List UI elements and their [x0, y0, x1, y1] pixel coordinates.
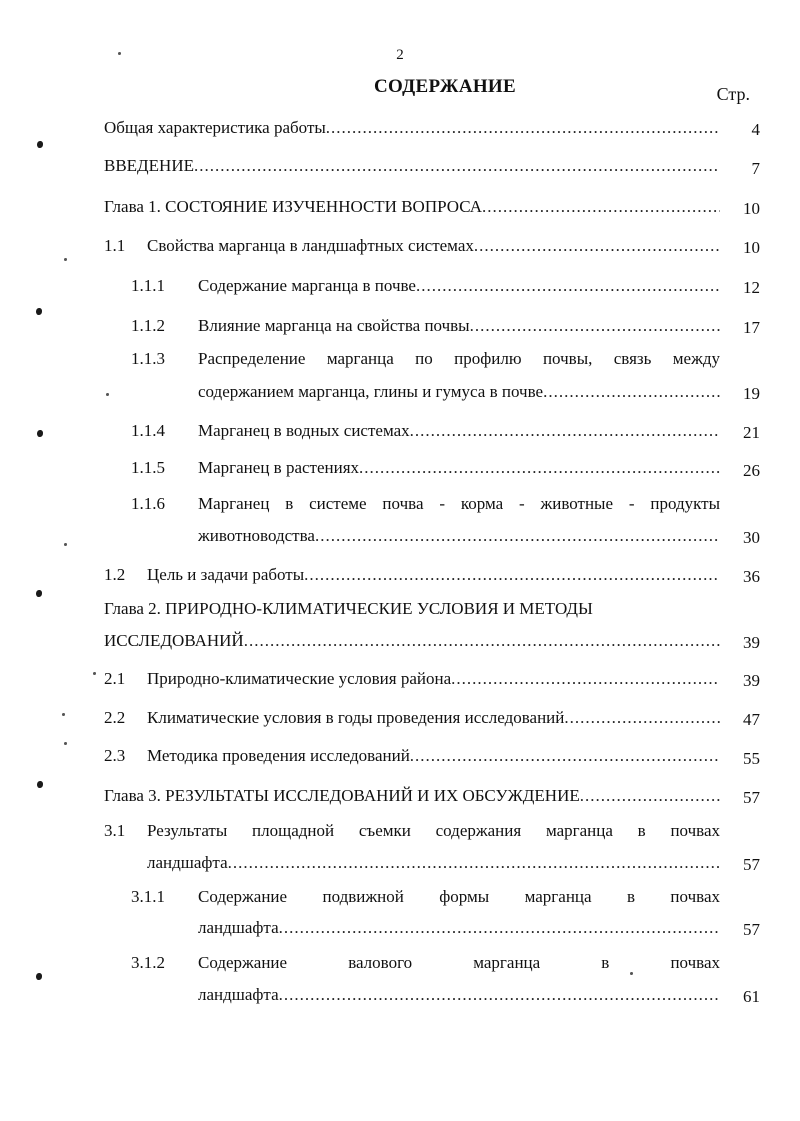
toc-entry-page: 36 [743, 567, 760, 586]
page-title: СОДЕРЖАНИЕ [374, 76, 516, 97]
toc-entry-1-1-1 [131, 273, 720, 299]
toc-entry-text: Цель и задачи работы [147, 565, 305, 584]
section-number: 3.1 [104, 821, 126, 840]
toc-entry-1-1 [104, 233, 720, 259]
toc-entry-text: Природно-климатические условия района [147, 669, 452, 688]
toc-entry-1-1-3-continuation [198, 379, 720, 405]
scan-speck [64, 742, 67, 745]
section-number: 3.1.2 [131, 953, 165, 972]
section-number: 1.2 [104, 565, 126, 584]
toc-entry-text-line2: содержанием марганца, глины и гумуса в почве [198, 382, 544, 401]
toc-entry-introduction [104, 153, 720, 179]
toc-entry-page: 12 [743, 278, 760, 297]
toc-entry-3-1-continuation [147, 850, 720, 876]
toc-entry-text-line2: животноводства [198, 526, 315, 545]
section-number: 3.1.1 [131, 887, 165, 906]
toc-entry-text-line1: Содержание валового марганца в почвах [198, 953, 720, 972]
toc-entry-chapter-2 [104, 596, 720, 622]
toc-entry-page: 57 [743, 855, 760, 874]
toc-entry-1-1-4 [131, 418, 720, 444]
page-column-label: Стр. [716, 84, 750, 104]
toc-entry-page: 39 [743, 671, 760, 690]
scan-speck [64, 258, 67, 261]
toc-entry-2-2 [104, 705, 720, 731]
toc-entry-chapter-3 [104, 783, 720, 809]
toc-entry-text: Глава 1. СОСТОЯНИЕ ИЗУЧЕННОСТИ ВОПРОСА [104, 197, 483, 216]
toc-entry-page: 7 [751, 159, 760, 178]
toc-entry-text: Климатические условия в годы проведения исследований [147, 708, 565, 727]
toc-entry-page: 39 [743, 633, 760, 652]
toc-entry-page: 17 [743, 318, 760, 337]
toc-entry-3-1-1 [131, 884, 720, 910]
toc-entry-page: 4 [751, 120, 760, 139]
scan-speck [62, 713, 65, 716]
toc-entry-3-1 [104, 818, 720, 844]
toc-entry-chapter-2-continuation [104, 628, 720, 654]
toc-entry-text: Марганец в водных системах [198, 421, 410, 440]
toc-entry-page: 21 [743, 423, 760, 442]
toc-entry-1-2 [104, 562, 720, 588]
section-number: 1.1.5 [131, 458, 165, 477]
toc-entry-1-1-6-continuation [198, 523, 720, 549]
section-number: 1.1.6 [131, 494, 165, 513]
toc-entry-page: 55 [743, 749, 760, 768]
toc-entry-3-1-2-continuation [198, 982, 720, 1008]
toc-entry-1-1-6 [131, 491, 720, 517]
toc-entry-text-line2: ландшафта [198, 985, 279, 1004]
toc-entry-text-line1: Содержание подвижной формы марганца в почвах [198, 887, 720, 906]
toc-entry-1-1-2 [131, 313, 720, 339]
toc-entry-page: 30 [743, 528, 760, 547]
scan-speck [118, 52, 121, 55]
scan-speck [36, 590, 42, 597]
scan-speck [37, 430, 43, 437]
scan-speck [36, 308, 42, 315]
scan-speck [106, 393, 109, 396]
toc-entry-page: 10 [743, 199, 760, 218]
toc-entry-text-line2: ландшафта [198, 918, 279, 937]
section-number: 1.1.3 [131, 349, 165, 368]
toc-entry-text-line1: Результаты площадной съемки содержания марганца в почвах [147, 821, 720, 840]
toc-entry-2-3 [104, 743, 720, 769]
toc-entry-text-line1: Распределение марганца по профилю почвы, связь между [198, 349, 720, 368]
toc-entry-chapter-1 [104, 194, 720, 220]
scan-speck [36, 973, 42, 980]
toc-entry-1-1-3 [131, 346, 720, 372]
toc-entry-text: ВВЕДЕНИЕ [104, 156, 194, 175]
toc-entry-page: 26 [743, 461, 760, 480]
toc-entry-page: 61 [743, 987, 760, 1006]
toc-entry-text-line1: Марганец в системе почва - корма - животные - продукты [198, 494, 720, 513]
toc-entry-text: Влияние марганца на свойства почвы [198, 316, 470, 335]
section-number: 2.2 [104, 708, 126, 727]
section-number: 1.1.1 [131, 276, 165, 295]
toc-entry-text: Свойства марганца в ландшафтных системах [147, 236, 474, 255]
scan-speck [630, 972, 633, 975]
toc-entry-1-1-5 [131, 455, 720, 481]
scan-speck [37, 141, 43, 148]
toc-entry-2-1 [104, 666, 720, 692]
toc-entry-text-line1: Глава 2. ПРИРОДНО-КЛИМАТИЧЕСКИЕ УСЛОВИЯ И МЕТОДЫ [104, 599, 593, 618]
toc-entry-text: Марганец в растениях [198, 458, 360, 477]
toc-entry-text-line2: ландшафта [147, 853, 228, 872]
section-number: 1.1.2 [131, 316, 165, 335]
toc-entry-page: 57 [743, 788, 760, 807]
section-number: 2.3 [104, 746, 126, 765]
toc-entry-text: Методика проведения исследований [147, 746, 410, 765]
toc-entry-text-line2: ИССЛЕДОВАНИЙ [104, 631, 244, 650]
toc-entry-text: Содержание марганца в почве [198, 276, 416, 295]
scan-speck [64, 543, 67, 546]
toc-entry-page: 47 [743, 710, 760, 729]
toc-entry-page: 10 [743, 238, 760, 257]
toc-entry-3-1-1-continuation [198, 915, 720, 941]
toc-entry-text: Общая характеристика работы [104, 118, 326, 137]
section-number: 2.1 [104, 669, 126, 688]
section-number: 1.1.4 [131, 421, 165, 440]
toc-entry-text: Глава 3. РЕЗУЛЬТАТЫ ИССЛЕДОВАНИЙ И ИХ ОБСУЖДЕНИЕ [104, 786, 580, 805]
toc-entry-general [104, 115, 720, 141]
page-number: 2 [396, 47, 404, 63]
scan-speck [37, 781, 43, 788]
section-number: 1.1 [104, 236, 126, 255]
scan-speck [93, 672, 96, 675]
toc-entry-page: 57 [743, 920, 760, 939]
toc-entry-page: 19 [743, 384, 760, 403]
